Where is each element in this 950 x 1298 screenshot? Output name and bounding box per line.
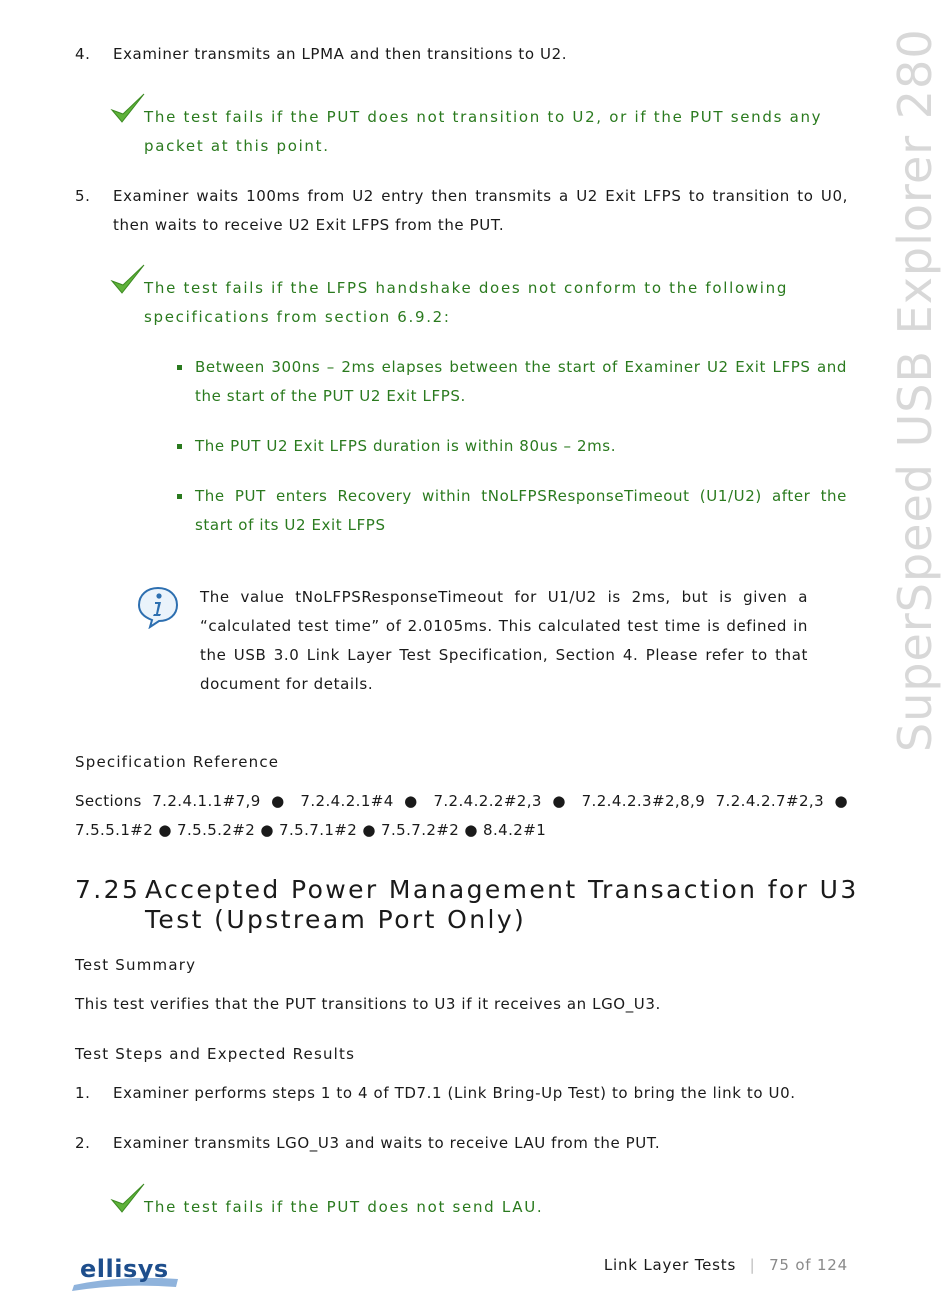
fail-note-line2: specifications from section 6.9.2: bbox=[144, 308, 451, 326]
footer-separator: | bbox=[749, 1256, 756, 1274]
info-note-line4: document for details. bbox=[200, 675, 374, 693]
test-summary-text: This test verifies that the PUT transitions to U3 if it receives an LGO_U3. bbox=[75, 995, 661, 1013]
step-text-line1: Examiner waits 100ms from U2 entry then transmits a U2 Exit LFPS to transition to U0, bbox=[113, 187, 848, 205]
step-number: 5. bbox=[75, 187, 91, 205]
bullet-icon bbox=[177, 365, 182, 370]
step-number: 4. bbox=[75, 45, 91, 63]
checkmark-icon bbox=[110, 263, 146, 297]
test-steps-heading: Test Steps and Expected Results bbox=[75, 1045, 356, 1063]
info-icon bbox=[136, 585, 180, 629]
fail-note-line1: The test fails if the LFPS handshake does not conform to the following bbox=[144, 279, 789, 297]
spec-ref-line1: Sections 7.2.4.1.1#7,9 ● 7.2.4.2.1#4 ● 7.2.4.2.2#2,3 ● 7.2.4.2.3#2,8,9 7.2.4.2.7#2,3 ● bbox=[75, 792, 848, 810]
step-number: 2. bbox=[75, 1134, 91, 1152]
bullet-icon bbox=[177, 494, 182, 499]
logo-text: ellisys bbox=[80, 1255, 169, 1283]
step-number: 1. bbox=[75, 1084, 91, 1102]
section-number: 7.25 bbox=[75, 875, 141, 904]
info-note-line2: “calculated test time” of 2.0105ms. This calculated test time is defined in bbox=[200, 617, 808, 635]
info-note-line1: The value tNoLFPSResponseTimeout for U1/U2 is 2ms, but is given a bbox=[200, 588, 808, 606]
step-text: Examiner transmits LGO_U3 and waits to receive LAU from the PUT. bbox=[113, 1134, 661, 1152]
checkmark-icon bbox=[110, 1182, 146, 1216]
section-title-line2: Test (Upstream Port Only) bbox=[145, 905, 527, 934]
section-title-line1: Accepted Power Management Transaction for U3 bbox=[145, 875, 859, 904]
side-title: SuperSpeed USB Explorer 280 bbox=[888, 28, 942, 752]
bullet-line1: The PUT enters Recovery within tNoLFPSResponseTimeout (U1/U2) after the bbox=[195, 487, 847, 505]
step-text-line2: then waits to receive U2 Exit LFPS from the PUT. bbox=[113, 216, 505, 234]
step-text: Examiner transmits an LPMA and then transitions to U2. bbox=[113, 45, 568, 63]
bullet-line2: start of its U2 Exit LFPS bbox=[195, 516, 386, 534]
info-note-line3: the USB 3.0 Link Layer Test Specification, Section 4. Please refer to that bbox=[200, 646, 808, 664]
footer-page-number: 75 of 124 bbox=[769, 1256, 848, 1274]
fail-note: The test fails if the PUT does not send LAU. bbox=[144, 1198, 544, 1216]
ellisys-logo bbox=[72, 1255, 180, 1291]
bullet-icon bbox=[177, 444, 182, 449]
step-text: Examiner performs steps 1 to 4 of TD7.1 (Link Bring-Up Test) to bring the link to U0. bbox=[113, 1084, 796, 1102]
spec-ref-line2: 7.5.5.1#2 ● 7.5.5.2#2 ● 7.5.7.1#2 ● 7.5.7.2#2 ● 8.4.2#1 bbox=[75, 821, 547, 839]
bullet-line1: The PUT U2 Exit LFPS duration is within 80us – 2ms. bbox=[195, 437, 617, 455]
footer-chapter: Link Layer Tests bbox=[603, 1256, 737, 1274]
fail-note: The test fails if the PUT does not transition to U2, or if the PUT sends any packet at this point. bbox=[144, 108, 823, 155]
spec-ref-heading: Specification Reference bbox=[75, 753, 280, 771]
bullet-line1: Between 300ns – 2ms elapses between the start of Examiner U2 Exit LFPS and bbox=[195, 358, 847, 376]
checkmark-icon bbox=[110, 92, 146, 126]
bullet-line2: the start of the PUT U2 Exit LFPS. bbox=[195, 387, 466, 405]
footer bbox=[604, 1256, 848, 1274]
test-summary-heading: Test Summary bbox=[75, 956, 197, 974]
